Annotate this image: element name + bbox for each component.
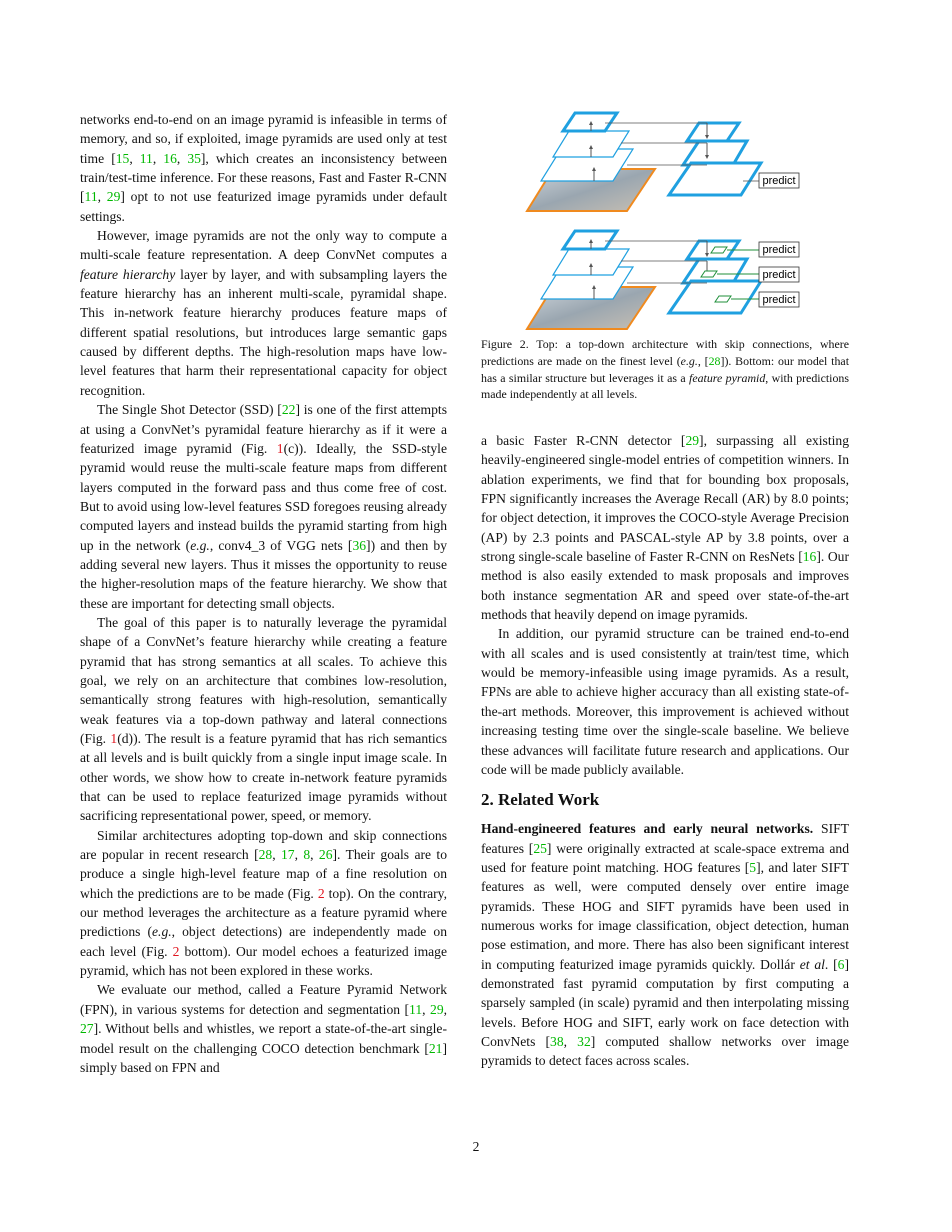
right-column: [481, 431, 849, 1071]
citation-link[interactable]: 25: [533, 840, 547, 856]
paragraph: However, image pyramids are not the only way to compute a multi-scale feature representation. A deep ConvNet computes a feature hierarchy layer by layer, and with subsampling layers the feature hierarchy has an inherent multi-scale, pyramidal shape. This in-network feature hierarchy produces feature maps of different spatial resolutions, but introduces large semantic gaps caused by different depths. The high-resolution maps have low-level features that harm their representational capacity for object recognition.: [80, 228, 447, 398]
figure-caption: Figure 2. Top: a top-down architecture with skip connections, where predictions are made on the finest level (e.g., [28]). Bottom: our model that has a similar structure but leverages it as a feature pyramid, with predictions made independently at all levels.: [481, 337, 849, 402]
paragraph: Similar architectures adopting top-down and skip connections are popular in recent research [28, 17, 8, 26]. Their goals are to produce a single high-level feature map of a fine resolution on which the predictions are to be made (Fig. 2 top). On the contrary, our method leverages the architecture as a feature pyramid where predictions (e.g., object detections) are independently made on each level (Fig. 2 bottom). Our model echoes a featurized image pyramid, which has not been explored in these works.: [80, 827, 448, 979]
paragraph: Hand-engineered features and early neural networks. SIFT features [25] were originally extracted at scale-space extrema and used for feature point matching. HOG features [5], and later SIFT features as well, were computed densely over entire image pyramids. These HOG and SIFT pyramids have been used in numerous works for image classification, object detection, human pose estimation, and more. There has also been significant interest in computing featurized image pyramids quickly. Dollár et al. [6] demonstrated fast pyramid computation by first computing a sparsely sampled (in scale) pyramid and then interpolating missing levels. Before HOG and SIFT, early work on face detection with ConvNets [38, 32] computed shallow networks over image pyramids to detect faces across scales.: [481, 821, 849, 1069]
paragraph: The goal of this paper is to naturally leverage the pyramidal shape of a ConvNet’s feature hierarchy while creating a feature pyramid that has strong semantics at all scales. To achieve this goal, we rely on an architecture that combines low-resolution, semantically strong features with high-resolution, semantically weak features via a top-down pathway and lateral connections (Fig. 1(d)). The result is a feature pyramid that has rich semantics at all levels and is built quickly from a single input image scale. In other words, we show how to create in-network feature pyramids that can be used to replace featurized image pyramids without sacrificing representational power, speed, or memory.: [80, 614, 447, 824]
paragraph: networks end-to-end on an image pyramid is infeasible in terms of memory, and so, if exploited, image pyramids are used only at test time [15, 11, 16, 35], which creates an inconsistency between train/test-time inference. For these reasons, Fast and Faster R-CNN [11, 29] opt to not use featurized image pyramids under default settings.: [80, 112, 448, 224]
citation-link[interactable]: 29: [685, 433, 700, 448]
citation-link[interactable]: 16: [163, 150, 177, 166]
citation-link[interactable]: 11: [139, 150, 153, 166]
citation-link[interactable]: 17: [280, 847, 295, 863]
citation-link[interactable]: 38: [550, 1033, 564, 1049]
bottom-architecture: [527, 231, 799, 329]
predict-label: predict: [762, 269, 796, 281]
topdown-level-2: [683, 141, 747, 165]
figure-ref-link[interactable]: 1: [276, 440, 284, 456]
citation-link[interactable]: 27: [80, 1021, 94, 1037]
left-column: [80, 110, 447, 1077]
top-architecture: [527, 113, 799, 211]
citation-link[interactable]: 15: [115, 150, 130, 166]
topdown-level-3: [687, 123, 739, 141]
feature-level-3: [563, 113, 617, 131]
feature-level-3: [563, 231, 617, 249]
topdown-level-1: [669, 163, 761, 195]
citation-link[interactable]: 21: [428, 1040, 443, 1056]
paragraph: We evaluate our method, called a Feature Pyramid Network (FPN), in various systems for detection and segmentation [11, 29, 27]. Without bells and whistles, we report a state-of-the-art single-model result on the challenging COCO detection benchmark [21] simply based on FPN and: [80, 982, 448, 1075]
figure-ref-link[interactable]: 2: [172, 943, 180, 959]
citation-link[interactable]: 22: [281, 402, 296, 418]
citation-link[interactable]: 36: [352, 537, 367, 553]
citation-link[interactable]: 29: [430, 1001, 444, 1017]
citation-link[interactable]: 11: [409, 1001, 423, 1017]
paragraph: The Single Shot Detector (SSD) [22] is one of the first attempts at using a ConvNet’s pyramidal feature hierarchy as if it were a featurized image pyramid (Fig. 1(c)). Ideally, the SSD-style pyramid would reuse the multi-scale feature maps from different layers computed in the forward pass and thus come free of cost. But to avoid using low-level features SSD foregoes reusing already computed layers and instead builds the pyramid starting from high up in the network (e.g., conv4_3 of VGG nets [36]) and then by adding several new layers. Thus it misses the opportunity to reuse the higher-resolution maps of the feature hierarchy. We show that these are important for detecting small objects.: [80, 402, 447, 611]
predict-label: predict: [762, 294, 796, 306]
citation-link[interactable]: 16: [802, 549, 817, 565]
citation-link[interactable]: 28: [258, 847, 273, 863]
figure-2-diagram: [481, 103, 849, 335]
citation-link[interactable]: 8: [303, 847, 311, 863]
citation-link[interactable]: 5: [749, 859, 757, 875]
section-heading: 2. Related Work: [481, 790, 600, 810]
citation-link[interactable]: 6: [837, 956, 845, 972]
citation-link[interactable]: 11: [84, 189, 98, 205]
predict-label: predict: [762, 244, 796, 256]
paragraph: a basic Faster R-CNN detector [29], surpassing all existing heavily-engineered single-model entries of competition winners. In ablation experiments, we find that for bounding box proposals, FPN significantly increases the Average Recall (AR) by 8.0 points; for object detection, it improves the COCO-style Average Precision (AP) by 2.3 points and PASCAL-style AP by 3.8 points, over a strong single-scale baseline of Faster R-CNN on ResNets [16]. Our method is also easily extended to mask proposals and improves both instance segmentation AR and speed over state-of-the-art methods that heavily depend on image pyramids.: [481, 433, 849, 623]
pyramid-level-1: [669, 281, 761, 313]
citation-link[interactable]: 32: [577, 1033, 591, 1049]
figure-ref-link[interactable]: 1: [110, 731, 118, 746]
citation-link[interactable]: 35: [187, 150, 201, 166]
figure-ref-link[interactable]: 2: [317, 885, 325, 901]
predict-label: predict: [762, 175, 796, 187]
page-number: 2: [472, 1139, 480, 1154]
citation-link[interactable]: 29: [106, 189, 121, 205]
citation-link[interactable]: 26: [318, 847, 333, 863]
citation-link[interactable]: 28: [708, 353, 721, 368]
paragraph: In addition, our pyramid structure can be trained end-to-end with all scales and is used consistently at train/test time, which would be memory-infeasible using image pyramids. As a result, FPNs are able to achieve higher accuracy than all existing state-of-the-art methods. Moreover, this improvement is achieved without increasing testing time over the single-scale baseline. We believe these advances will facilitate future research and applications. Our code will be made publicly available.: [481, 626, 849, 777]
